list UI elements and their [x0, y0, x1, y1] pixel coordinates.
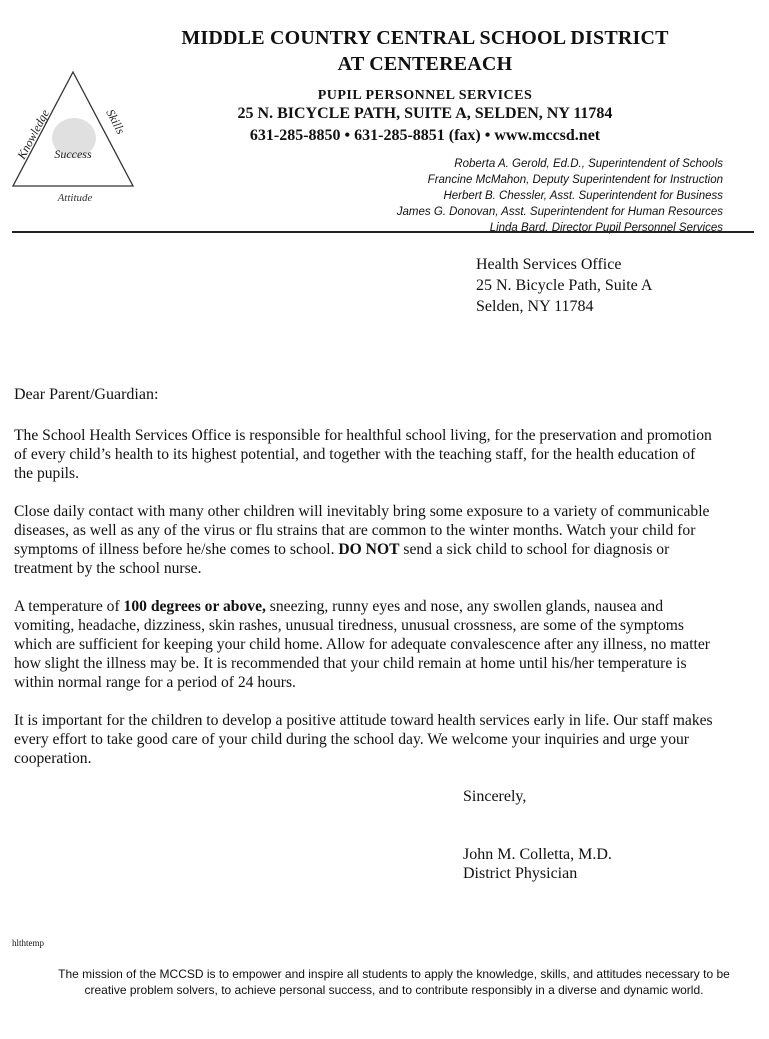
paragraph-text: sneezing, runny eyes and nose, any swollen glands, nausea and vomiting, headache, dizziness, skin rashes, unusual tiredness, unusual crossness, are some of the symptoms which are sufficient for keeping your child home. Allow for adequate convalescence after any illness, no matter how slight the illness may be. It is recommended that your child remain at home until his/her temperature is within normal range for a period of 24 hours.	[14, 598, 710, 691]
paragraph-symptoms	[14, 597, 714, 692]
district-logo	[8, 68, 138, 206]
paragraph-attitude: It is important for the children to develop a positive attitude toward health services early in life. Our staff makes every effort to take good care of your child during the school day. We welcome your inquiries and urge your cooperation.	[14, 712, 713, 767]
paragraph-illness	[14, 502, 714, 578]
emphasis-do-not: DO NOT	[338, 541, 400, 558]
logo-text-center: Success	[54, 147, 92, 161]
district-name: MIDDLE COUNTRY CENTRAL SCHOOL DISTRICT	[181, 27, 669, 49]
staff-line: James G. Donovan, Asst. Superintendent for Human Resources	[396, 206, 723, 218]
department-contact: 631-285-8850 • 631-285-8851 (fax) • www.mccsd.net	[249, 127, 601, 144]
staff-line: Herbert B. Chessler, Asst. Superintendent for Business	[443, 190, 723, 202]
paragraph-text: A temperature of	[14, 598, 124, 615]
office-address	[476, 254, 652, 317]
staff-list	[360, 156, 723, 236]
paragraph-purpose: The School Health Services Office is responsible for healthful school living, for the preservation and promotion of every child’s health to its highest potential, and together with the teaching staff, for the health education of the pupils.	[14, 427, 712, 482]
staff-line: Roberta A. Gerold, Ed.D., Superintendent of Schools	[454, 158, 723, 170]
emphasis-temperature: 100 degrees or above,	[123, 598, 266, 615]
logo-text-left: Knowledge	[14, 107, 53, 162]
mission-statement: The mission of the MCCSD is to empower and inspire all students to apply the knowledge, skills, and attitudes necessary to be creative problem solvers, to achieve personal success, and to contribute responsibly in a diverse and dynamic world.	[58, 967, 730, 997]
signer-title: District Physician	[463, 865, 578, 882]
salutation: Dear Parent/Guardian:	[14, 386, 159, 403]
paragraph-text: send a sick child to school for diagnosis or treatment by the school nurse.	[14, 541, 670, 577]
logo-text-bottom: Attitude	[57, 192, 93, 204]
staff-line: Linda Bard, Director Pupil Personnel Services	[489, 222, 723, 234]
department-address: 25 N. BICYCLE PATH, SUITE A, SELDEN, NY 11784	[237, 105, 613, 122]
document-reference: hlthtemp	[12, 938, 44, 948]
office-address-line: 25 N. Bicycle Path, Suite A	[476, 277, 653, 294]
department-name: PUPIL PERSONNEL SERVICES	[317, 88, 533, 103]
closing: Sincerely,	[463, 788, 527, 805]
letterhead-divider	[12, 231, 754, 233]
district-location: AT CENTEREACH	[337, 53, 513, 75]
signature-block	[463, 845, 612, 883]
logo-text-right: Skills	[103, 106, 128, 137]
signer-name: John M. Colletta, M.D.	[463, 846, 612, 863]
office-address-line: Selden, NY 11784	[476, 298, 594, 315]
office-address-line: Health Services Office	[476, 256, 622, 273]
staff-line: Francine McMahon, Deputy Superintendent for Instruction	[427, 174, 723, 186]
paragraph-text: Close daily contact with many other children will inevitably bring some exposure to a variety of communicable diseases, as well as any of the virus or flu strains that are common to the winter months. Watch your child for symptoms of illness before he/she comes to school.	[14, 503, 710, 558]
